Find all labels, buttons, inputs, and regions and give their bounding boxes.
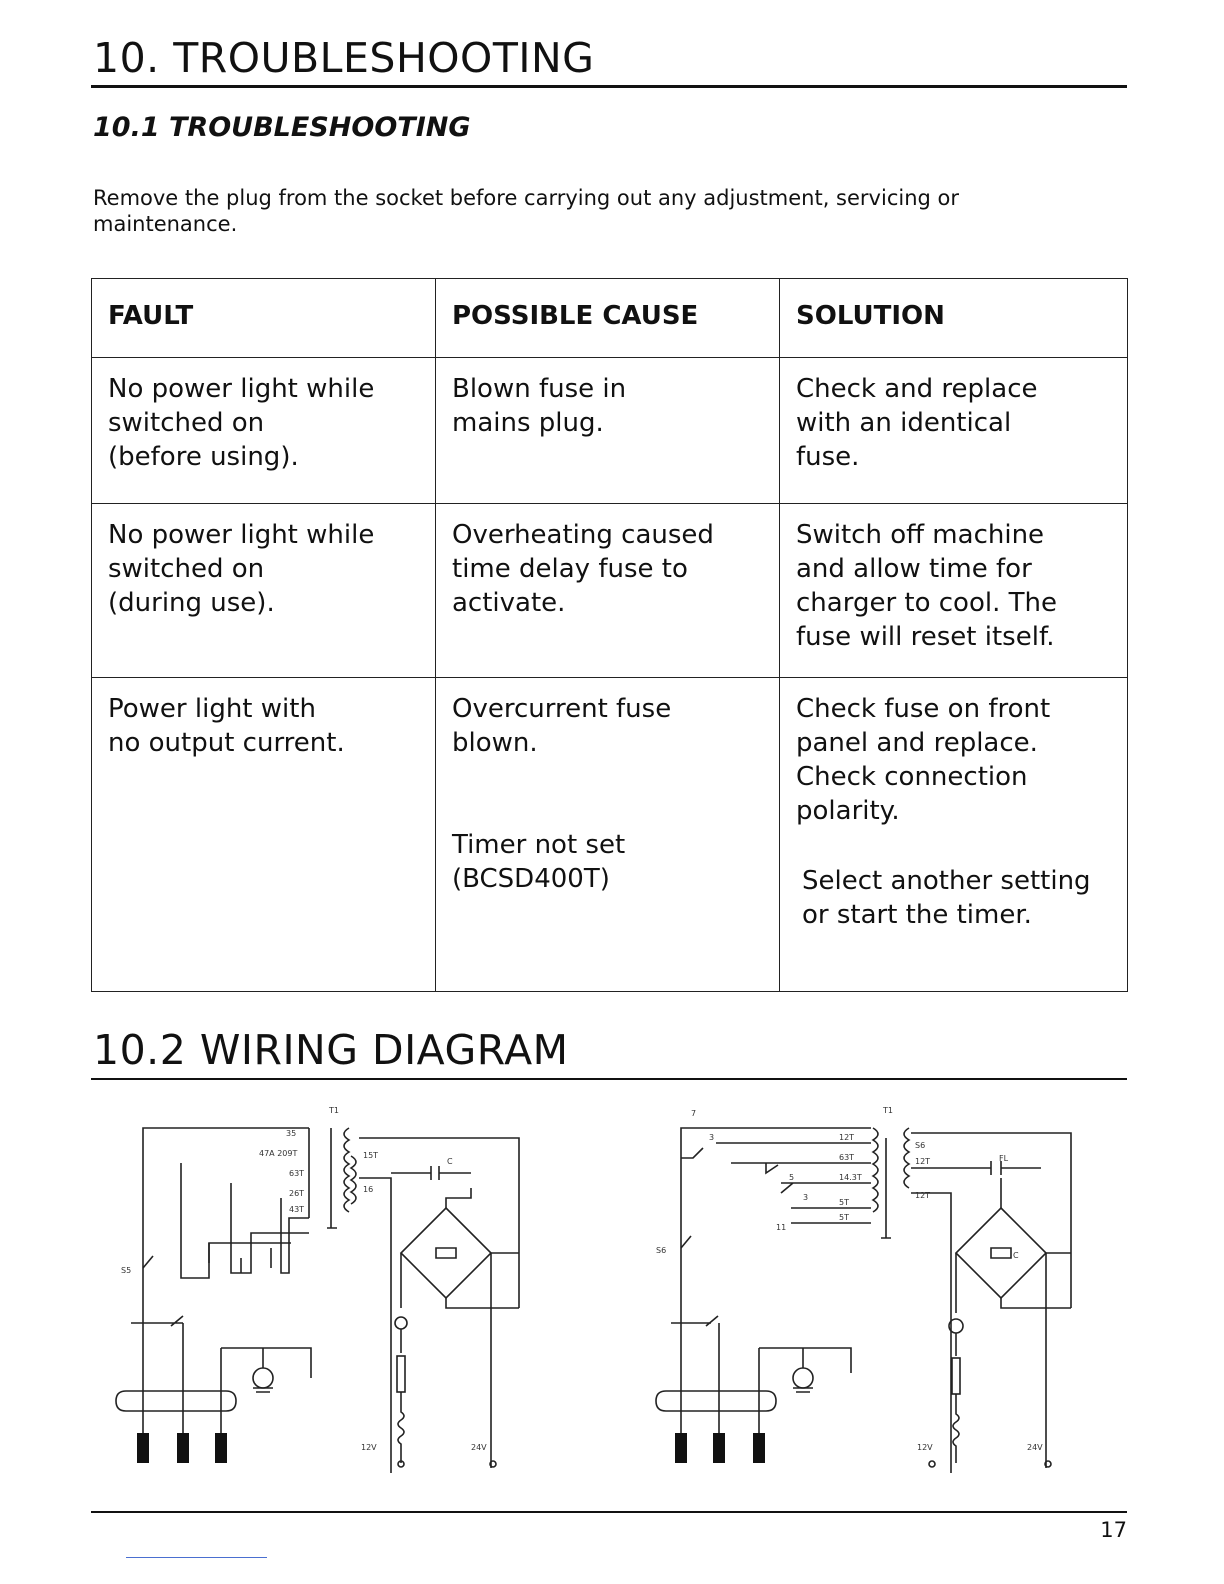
fault-cell — [92, 678, 436, 992]
wiring-diagram — [91, 1098, 1127, 1478]
label-left-tap-0: 35 — [286, 1129, 297, 1138]
cell-line: Blown fuse in — [452, 374, 627, 404]
cell-line: Timer not set — [452, 830, 626, 860]
cell-line: activate. — [452, 588, 566, 618]
cell-line: Overcurrent fuse — [452, 694, 672, 724]
cell-line: No power light while — [108, 374, 375, 404]
label-right-switch: S6 — [656, 1246, 667, 1255]
troubleshooting-table — [91, 278, 1128, 992]
cell-line: (BCSD400T) — [452, 864, 610, 894]
label-left-cap: C — [447, 1157, 453, 1166]
cell-line: switched on — [108, 554, 265, 584]
solution-cell — [780, 678, 1128, 992]
cell-line: Select another setting — [802, 866, 1091, 896]
cell-line: Check fuse on front — [796, 694, 1051, 724]
label-right-sec-0: S6 — [915, 1141, 926, 1150]
cell-line: Overheating caused — [452, 520, 714, 550]
label-right-sw-0: 3 — [709, 1133, 715, 1142]
label-right-tap-0: 12T — [839, 1133, 855, 1142]
label-left-sec-0: 15T — [363, 1151, 379, 1160]
label-right-fuse: FL — [999, 1154, 1009, 1163]
label-right-tap-2: 14.3T — [839, 1173, 862, 1182]
cell-line: panel and replace. — [796, 728, 1038, 758]
right-circuit — [656, 1128, 1071, 1473]
wiring-title: 10.2 WIRING DIAGRAM — [93, 1026, 569, 1074]
label-right-tap-4: 5T — [839, 1213, 849, 1222]
intro-paragraph: Remove the plug from the socket before carrying out any adjustment, servicing or maintenance. — [93, 186, 959, 236]
cell-line: fuse will reset itself. — [796, 622, 1055, 652]
label-left-out-12v: 12V — [361, 1443, 377, 1452]
label-left-tap-4: 43T — [289, 1205, 305, 1214]
fault-cell — [92, 504, 436, 678]
cause-cell — [436, 504, 780, 678]
cell-line: Check connection — [796, 762, 1028, 792]
plug-pins — [137, 1433, 765, 1463]
label-left-tap-1: 47A 209T — [259, 1149, 298, 1158]
table-row — [92, 358, 1128, 504]
cell-line: switched on — [108, 408, 265, 438]
cell-line: Power light with — [108, 694, 316, 724]
label-left-out-24v: 24V — [471, 1443, 487, 1452]
label-left-tap-3: 26T — [289, 1189, 305, 1198]
label-right-tap-1: 63T — [839, 1153, 855, 1162]
label-right-out-12v: 12V — [917, 1443, 933, 1452]
subsection-title: 10.1 TROUBLESHOOTING — [93, 112, 471, 143]
cell-line: no output current. — [108, 728, 345, 758]
header-fault: FAULT — [92, 279, 436, 358]
cell-line: mains plug. — [452, 408, 604, 438]
section-title: 10. TROUBLESHOOTING — [93, 34, 595, 82]
table-row — [92, 678, 1128, 992]
label-left-sec-1: 16 — [363, 1185, 374, 1194]
label-left-t1: T1 — [329, 1106, 339, 1115]
table-row — [92, 504, 1128, 678]
label-right-t1: T1 — [883, 1106, 893, 1115]
cell-line: with an identical — [796, 408, 1012, 438]
footer-link-line — [126, 1557, 267, 1558]
cell-line: polarity. — [796, 796, 900, 826]
page-number: 17 — [1100, 1518, 1127, 1542]
label-right-sw-3: 11 — [776, 1223, 787, 1232]
solution-cell — [780, 358, 1128, 504]
label-left-tap-2: 63T — [289, 1169, 305, 1178]
cell-line: No power light while — [108, 520, 375, 550]
cell-line: and allow time for — [796, 554, 1032, 584]
left-circuit — [116, 1128, 519, 1473]
label-right-sec-2: 12T — [915, 1191, 931, 1200]
label-right-tap-3: 5T — [839, 1198, 849, 1207]
cell-line: (during use). — [108, 588, 275, 618]
label-right-sw-2: 3 — [803, 1193, 809, 1202]
cell-line: fuse. — [796, 442, 860, 472]
title-rule — [91, 85, 1127, 88]
label-right-sw-1: 5 — [789, 1173, 795, 1182]
label-right-sec-1: 12T — [915, 1157, 931, 1166]
cell-line: blown. — [452, 728, 538, 758]
label-right-7: 7 — [691, 1109, 697, 1118]
fault-cell — [92, 358, 436, 504]
cell-line: charger to cool. The — [796, 588, 1057, 618]
label-left-s5: S5 — [121, 1266, 132, 1275]
cell-line: Check and replace — [796, 374, 1038, 404]
table-header-row — [92, 279, 1128, 358]
header-possible-cause: POSSIBLE CAUSE — [436, 279, 780, 358]
label-right-cap: C — [1013, 1251, 1019, 1260]
footer-rule — [91, 1511, 1127, 1513]
cell-line: time delay fuse to — [452, 554, 688, 584]
solution-cell — [780, 504, 1128, 678]
cause-cell — [436, 358, 780, 504]
cell-line: (before using). — [108, 442, 299, 472]
cause-cell — [436, 678, 780, 992]
cell-line: or start the timer. — [802, 900, 1032, 930]
label-right-out-24v: 24V — [1027, 1443, 1043, 1452]
cell-line: Switch off machine — [796, 520, 1045, 550]
wiring-rule — [91, 1078, 1127, 1080]
header-solution: SOLUTION — [780, 279, 1128, 358]
